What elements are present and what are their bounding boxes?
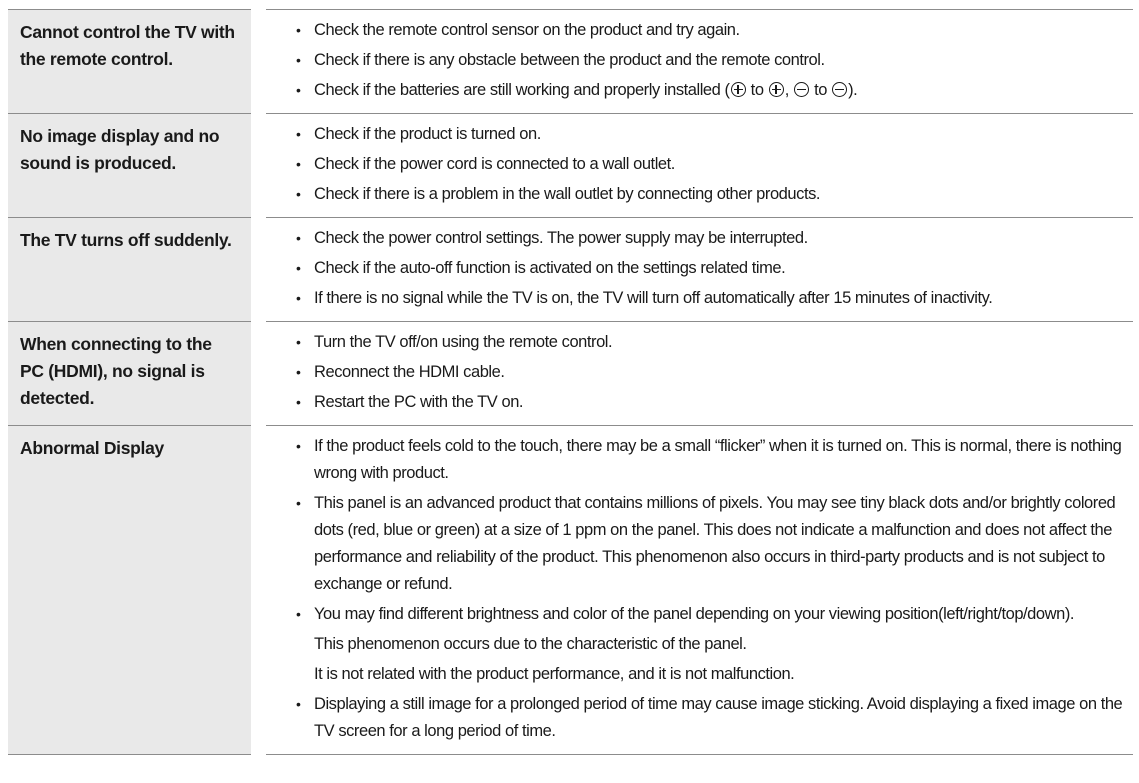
- list-item: • This panel is an advanced product that contains millions of pixels. You may see tiny black dots and/or brightly colored dots (red, blue or green) at a size of 1 ppm on the panel. This does not indicate a malfunction and does not affect the performance and reliability of the product. This phenomenon also occurs in third-party products and is not subject to exchange or refund.: [294, 490, 1133, 598]
- troubleshooting-table: [8, 9, 1133, 754]
- table-bottom-border-right: [266, 754, 1133, 755]
- issue-cell: Cannot control the TV with the remote control.: [8, 9, 251, 113]
- bullet-icon: •: [296, 22, 301, 38]
- bullet-icon: •: [296, 696, 301, 712]
- bullet-icon: •: [296, 260, 301, 276]
- list-item-continuation: It is not related with the product performance, and it is not malfunction.: [314, 665, 795, 683]
- list-item-continuation: This phenomenon occurs due to the characteristic of the panel.: [314, 635, 747, 653]
- list-item: • Displaying a still image for a prolonged period of time may cause image sticking. Avoid displaying a fixed image on the TV screen for a long period of time.: [294, 691, 1133, 745]
- issue-cell: Abnormal Display: [8, 425, 251, 754]
- bullet-icon: •: [296, 82, 301, 98]
- list-item: • If the product feels cold to the touch, there may be a small “flicker” when it is turned on. This is normal, there is nothing wrong with product.: [294, 433, 1133, 487]
- table-row: [8, 217, 1133, 321]
- list-item: • Check if the batteries are still working and properly installed ( to , to ).: [294, 77, 1133, 104]
- bullet-icon: •: [296, 394, 301, 410]
- bullet-icon: •: [296, 290, 301, 306]
- bullet-icon: •: [296, 495, 301, 511]
- bullet-icon: •: [296, 156, 301, 172]
- bullet-icon: •: [296, 334, 301, 350]
- minus-circle-icon: [794, 82, 809, 97]
- bullet-icon: •: [296, 186, 301, 202]
- fixes-cell: [266, 9, 1133, 113]
- list-item: • Reconnect the HDMI cable.: [294, 359, 1133, 386]
- plus-circle-icon: [731, 82, 746, 97]
- fixes-cell: [266, 425, 1133, 754]
- minus-circle-icon: [832, 82, 847, 97]
- issue-cell: No image display and no sound is produced.: [8, 113, 251, 217]
- list-item: • Check if there is any obstacle between the product and the remote control.: [294, 47, 1133, 74]
- bullet-icon: •: [296, 52, 301, 68]
- bullet-icon: •: [296, 438, 301, 454]
- list-item: • Turn the TV off/on using the remote control.: [294, 329, 1133, 356]
- list-item: • You may find different brightness and color of the panel depending on your viewing position(left/right/top/down).: [294, 601, 1133, 628]
- issue-cell: The TV turns off suddenly.: [8, 217, 251, 321]
- list-item: • Restart the PC with the TV on.: [294, 389, 1133, 416]
- fixes-cell: [266, 217, 1133, 321]
- list-item: • If there is no signal while the TV is on, the TV will turn off automatically after 15 minutes of inactivity.: [294, 285, 1133, 312]
- table-row: [8, 425, 1133, 754]
- issue-cell: When connecting to the PC (HDMI), no signal is detected.: [8, 321, 251, 425]
- list-item: • Check if the power cord is connected to a wall outlet.: [294, 151, 1133, 178]
- list-item: • Check if the auto-off function is activated on the settings related time.: [294, 255, 1133, 282]
- fixes-cell: [266, 113, 1133, 217]
- list-item: • Check if there is a problem in the wall outlet by connecting other products.: [294, 181, 1133, 208]
- fixes-cell: [266, 321, 1133, 425]
- table-bottom-border-left: [8, 754, 251, 755]
- list-item: • Check the power control settings. The power supply may be interrupted.: [294, 225, 1133, 252]
- bullet-icon: •: [296, 606, 301, 622]
- table-row: [8, 9, 1133, 113]
- bullet-icon: •: [296, 230, 301, 246]
- plus-circle-icon: [769, 82, 784, 97]
- table-row: [8, 113, 1133, 217]
- bullet-icon: •: [296, 364, 301, 380]
- table-row: [8, 321, 1133, 425]
- bullet-icon: •: [296, 126, 301, 142]
- list-item: • Check the remote control sensor on the product and try again.: [294, 17, 1133, 44]
- list-item: • Check if the product is turned on.: [294, 121, 1133, 148]
